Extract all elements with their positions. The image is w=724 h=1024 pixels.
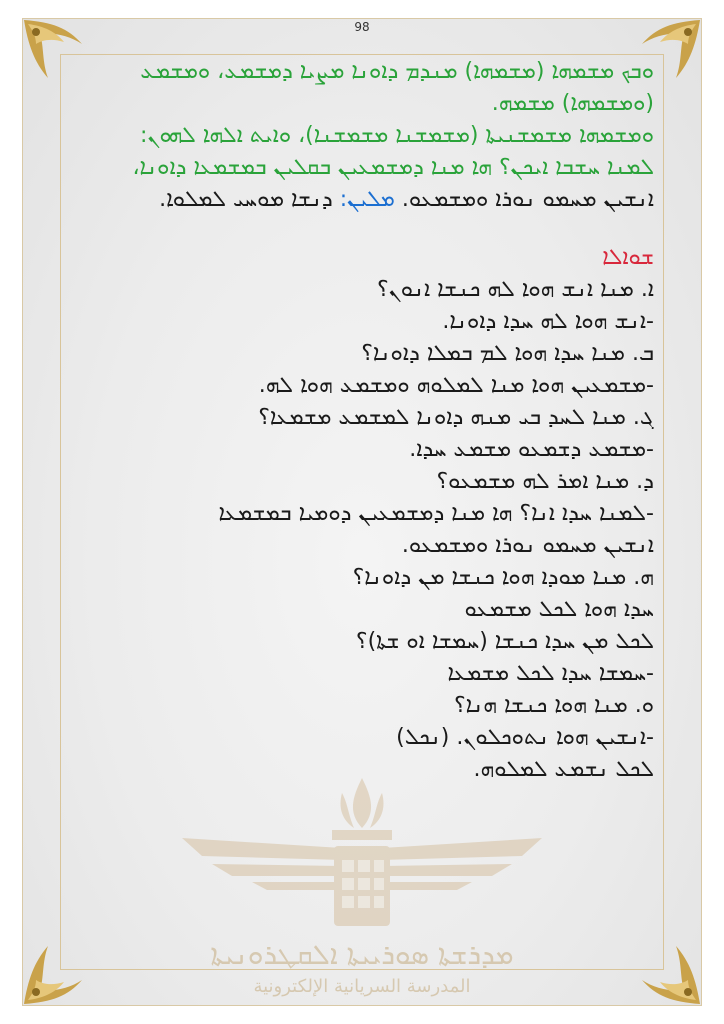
qa-line: ܐ. ܡܢܐ ܐܢܫ ܗܘܐ ܠܗ ܟܢܫܐ ܐܢܘܢ؟ <box>377 277 654 302</box>
intro-line: ܠܡܢܐ ܚܫܒܐ ܐܝܟܢ؟ ܗܐ ܡܢܐ ܕܡܫܡܥܝܢ ܒܩܠܝܢ ܒܡܫܡܥܐ ܕܐܘܢܐ، <box>132 155 654 180</box>
qa-line: -ܡܫܡܥ ܕܫܡܥܘ ܡܫܡܥ ܚܕܐ. <box>409 437 654 462</box>
qa-line: ܠܟܠ ܡܢ ܚܕܐ ܟܢܫܐ (ܚܡܫܐ ܐܘ ܫܬܐ)؟ <box>355 629 654 654</box>
intro-line <box>70 184 654 216</box>
qa-line: ܠܟܠ ܢܫܡܥ ܠܡܠܘܗ. <box>473 757 654 782</box>
qa-line: ܕ. ܡܢܐ ܐܡܪ ܠܗ ܡܫܡܥܘ؟ <box>436 469 654 494</box>
note-text: ܕܢܫܐ ܡܘܚܝ ܠܡܠܘܐ. <box>159 187 333 212</box>
qa-line: -ܠܡܢܐ ܚܕܐ ܐܢܐ؟ ܗܐ ܡܢܐ ܕܡܫܡܥܝܢ ܕܘܡܝܐ ܒܡܫܡܥܐ <box>218 501 654 526</box>
qa-line: -ܐܢܫ ܗܘܐ ܠܗ ܚܕܐ ܕܐܘܢܐ. <box>442 309 654 334</box>
note-label: ܡܠܝܢ: <box>339 187 395 212</box>
lesson-content <box>70 56 654 786</box>
intro-line: ܘܡܫܡܗܐ ܡܫܡܫܢܝܬܐ (ܡܫܡܫܢܐ ܡܫܡܫܢܐ)، ܘܐܝܬ ܐܠܗܐ ܠܗܘܢ: <box>140 123 654 148</box>
qa-line: ܐܢܫܝܢ ܡܚܡܘ ܢܘܪܐ ܘܡܫܡܥܘ. <box>401 533 654 558</box>
intro-line-text: ܐܢܫܝܢ ܡܚܡܘ ܢܘܪܐ ܘܡܫܡܥܘ. <box>401 187 654 212</box>
qa-line: ܘ. ܡܢܐ ܗܘܐ ܟܢܫܐ ܗܢܐ؟ <box>453 693 654 718</box>
qa-line: ܓ. ܡܢܐ ܠܚܕ ܒܝ ܡܢܗ ܕܐܘܢܐ ܠܡܫܡܥ ܡܫܡܥܐ؟ <box>258 405 654 430</box>
logo-arabic-text: المدرسة السريانية الإلكترونية <box>253 976 471 997</box>
page <box>22 18 702 1006</box>
intro-line: (ܘܡܫܡܗܐ) ܡܫܡܗ. <box>491 91 654 116</box>
intro-line: ܘܒܟ ܡܫܡܗܐ (ܡܫܡܗܐ) ܡܢܕܡ ܕܐܘܢܐ ܡܨܝܐ ܕܡܫܡܥ، ܘܡܫܡܥ <box>140 59 654 84</box>
qa-line: -ܚܡܫܐ ܚܕܐ ܠܟܠ ܡܫܡܥܐ <box>447 661 654 686</box>
qa-line: -ܐܢܫܝܢ ܗܘܐ ܢܬܘܟܠܘܢ. (ܢܟܠ) <box>396 725 654 750</box>
section-title: ܫܘܐܠܐ <box>602 245 654 270</box>
qa-line: ܚܕܐ ܗܘܐ ܠܟܠ ܡܫܡܥܘ <box>464 597 654 622</box>
logo-syriac-text: ܡܕܪܫܬܐ ܣܘܪܝܝܬܐ ܐܠܩܛܪܘܢܝܬܐ <box>210 938 514 971</box>
page-number: 98 <box>354 20 370 34</box>
qa-line: ܗ. ܡܢܐ ܡܘܕܐ ܗܘܐ ܟܢܫܐ ܡܢ ܕܐܘܢܐ؟ <box>352 565 654 590</box>
qa-line: -ܡܫܡܥܝܢ ܗܘܐ ܡܢܐ ܠܡܠܘܗ ܘܡܫܡܥ ܗܘܐ ܠܗ. <box>258 373 654 398</box>
school-logo-icon <box>162 768 562 938</box>
qa-line: ܒ. ܡܢܐ ܚܕܐ ܗܘܐ ܠܡ ܒܡܠܐ ܕܐܘܢܐ؟ <box>361 341 654 366</box>
